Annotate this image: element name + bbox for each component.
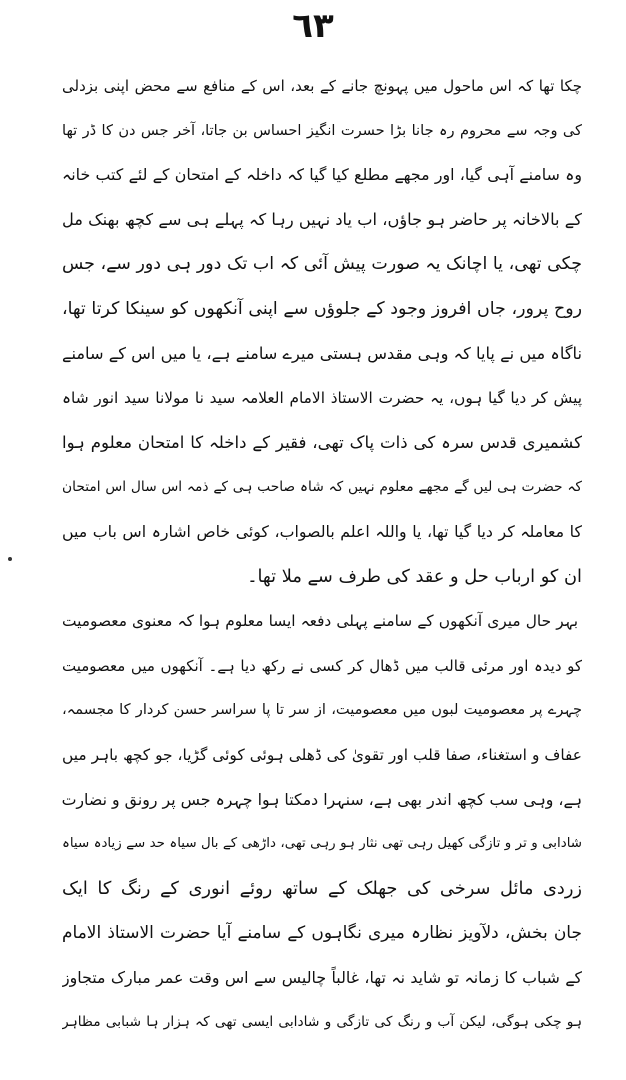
text-line: روح پرور، جاں افروز وجود کے جلوؤں سے اپنی آنکھوں کو سینکا کرتا تھا، xyxy=(62,298,582,319)
text-line: کی وجہ سے محروم رہ جانا بڑا حسرت انگیز احساس بن جاتا، آخر جس دن کا ڈر تھا xyxy=(62,121,582,139)
text-line: ان کو ارباب حل و عقد کی طرف سے ملا تھا۔ xyxy=(247,565,582,587)
text-line: کو دیدہ اور مرئی قالب میں ڈھال کر کسی نے رکھ دیا ہے۔ آنکھوں میں معصومیت xyxy=(62,656,582,675)
text-line: جان بخش، دلآویز نظارہ میری نگاہوں کے سامنے آیا حضرت الاستاذ الامام xyxy=(62,923,582,944)
body-text xyxy=(62,64,582,1045)
text-line: ہے، وہی سب کچھ اندر بھی ہے، سنہرا دمکتا ہوا چہرہ جس پر رونق و نضارت xyxy=(62,789,582,809)
text-line: ہو چکی ہوگی، لیکن آب و رنگ کی تازگی و شادابی ایسی تھی کہ ہزار ہا شبابی مظاہر xyxy=(62,1014,582,1031)
text-line: کشمیری قدس سرہ کی ذات پاک تھی، فقیر کے داخلہ کا امتحان معلوم ہوا xyxy=(62,432,582,452)
text-line: وہ سامنے آہی گیا، اور مجھے مطلع کیا گیا کہ داخلہ کے امتحان کے لئے کتب خانہ xyxy=(62,165,582,185)
text-line: چہرے پر معصومیت لبوں میں معصومیت، از سر تا پا سراسر حسن کردار کا مجسمہ، xyxy=(62,701,582,719)
page-number: ٦٣ xyxy=(292,6,334,46)
text-line: چکی تھی، یا اچانک یہ صورت پیش آئی کہ اب تک دور ہی دور سے، جس xyxy=(62,254,582,275)
text-line: پیش کر دیا گیا ہوں، یہ حضرت الاستاذ الامام العلامہ سید نا مولانا سید انور شاہ xyxy=(62,389,582,408)
text-line: ناگاہ میں نے پایا کہ وہی مقدس ہستی میرے سامنے ہے، یا میں اس کے سامنے xyxy=(62,343,582,363)
text-line: شادابی و تر و تازگی کھیل رہی تھی نثار ہو رہی تھی، داڑھی کے بال سیاہ حد سے زیادہ سیاہ xyxy=(62,836,582,852)
text-line: زردی مائل سرخی کی جھلک کے ساتھ روئے انوری کے رنگ کا ایک xyxy=(62,877,582,899)
text-line: کا معاملہ کر دیا گیا تھا، یا واللہ اعلم بالصواب، کوئی خاص اشارہ اس باب میں xyxy=(62,521,582,541)
text-line: کے بالاخانہ پر حاضر ہو جاؤں، اب یاد نہیں رہا کہ پہلے ہی سے کچھ بھنک مل xyxy=(62,209,582,229)
text-line: عفاف و استغناء، صفا قلب اور تقویٰ کی ڈھلی ہوئی کوئی گڑیا، جو کچھ باہر میں xyxy=(62,745,582,764)
text-line: بہر حال میری آنکھوں کے سامنے پہلی دفعہ ایسا معلوم ہوا کہ معنوی معصومیت xyxy=(62,612,578,631)
text-line: کے شباب کا زمانہ تو شاید نہ تھا، غالباً چالیس سے اس وقت عمر مبارک متجاوز xyxy=(62,967,582,987)
text-line: چکا تھا کہ اس ماحول میں پہونچ جانے کے بعد، اس کے منافع سے محض اپنی بزدلی xyxy=(62,77,582,95)
text-line: کہ حضرت ہی لیں گے مجھے معلوم نہیں کہ شاہ صاحب ہی کے ذمہ اس سال اس امتحان xyxy=(62,479,582,496)
margin-mark xyxy=(8,557,12,561)
